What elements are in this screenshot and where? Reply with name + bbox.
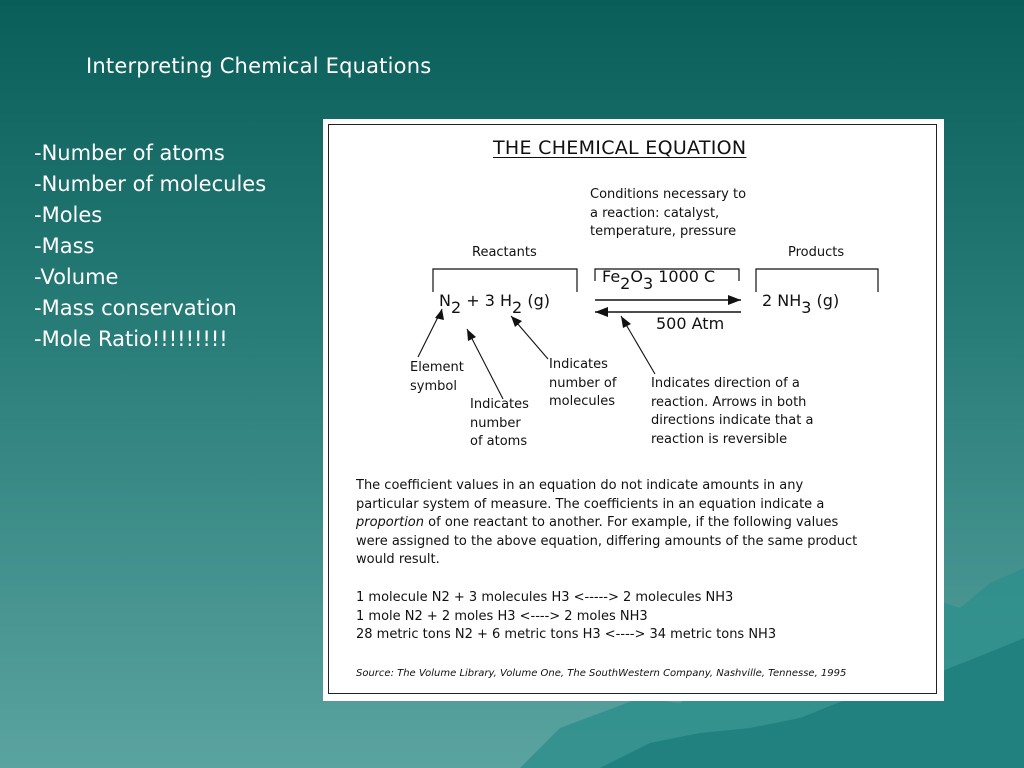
bullet-list [34, 138, 266, 355]
coefficient-paragraph: The coefficient values in an equation do not indicate amounts in any particular system of measure. The coefficients in an equation indicate a proportion of one reactant to another. For example, if the following values were assigned to the above equation, differing amounts of the same product would result. [356, 478, 858, 567]
bullet-item: -Mass conservation [34, 296, 237, 320]
number-of-atoms-note: Indicates number of atoms [470, 397, 529, 449]
number-of-molecules-note: Indicates number of molecules [549, 357, 617, 409]
bullet-item: -Mole Ratio!!!!!!!!! [34, 327, 228, 351]
slide-title: Interpreting Chemical Equations [86, 54, 432, 78]
example-line: 1 molecule N2 + 3 molecules H3 <-----> 2 molecules NH3 [356, 590, 734, 605]
equation-reactants: N2 + 3 H2 (g) [439, 291, 550, 317]
direction-note: Indicates direction of a reaction. Arrows in both directions indicate that a reaction is reversible [651, 376, 814, 447]
products-label: Products [788, 245, 845, 260]
conditions-note: Conditions necessary to a reaction: catalyst, temperature, pressure [590, 187, 747, 239]
source-citation: Source: The Volume Library, Volume One, The SouthWestern Company, Nashville, Tennesse, 1995 [356, 668, 847, 679]
example-line: 28 metric tons N2 + 6 metric tons H3 <----> 34 metric tons NH3 [356, 627, 777, 642]
example-line: 1 mole N2 + 2 moles H3 <----> 2 moles NH3 [356, 608, 648, 624]
equation-products: 2 NH3 (g) [762, 291, 840, 317]
catalyst: Fe2O3 1000 C [602, 267, 716, 293]
bullet-item: -Volume [34, 265, 119, 289]
chemical-equation-figure [323, 119, 944, 701]
proportion-word: proportion [356, 515, 425, 530]
bullet-item: -Number of molecules [34, 172, 267, 196]
bullet-item: -Number of atoms [34, 141, 225, 165]
bullet-item: -Mass [34, 234, 95, 258]
pressure: 500 Atm [656, 314, 725, 333]
example-list [356, 589, 776, 645]
figure-title: THE CHEMICAL EQUATION [493, 137, 747, 159]
reactants-label: Reactants [472, 245, 537, 260]
bullet-item: -Moles [34, 203, 103, 227]
element-symbol-note: Element symbol [410, 360, 464, 394]
